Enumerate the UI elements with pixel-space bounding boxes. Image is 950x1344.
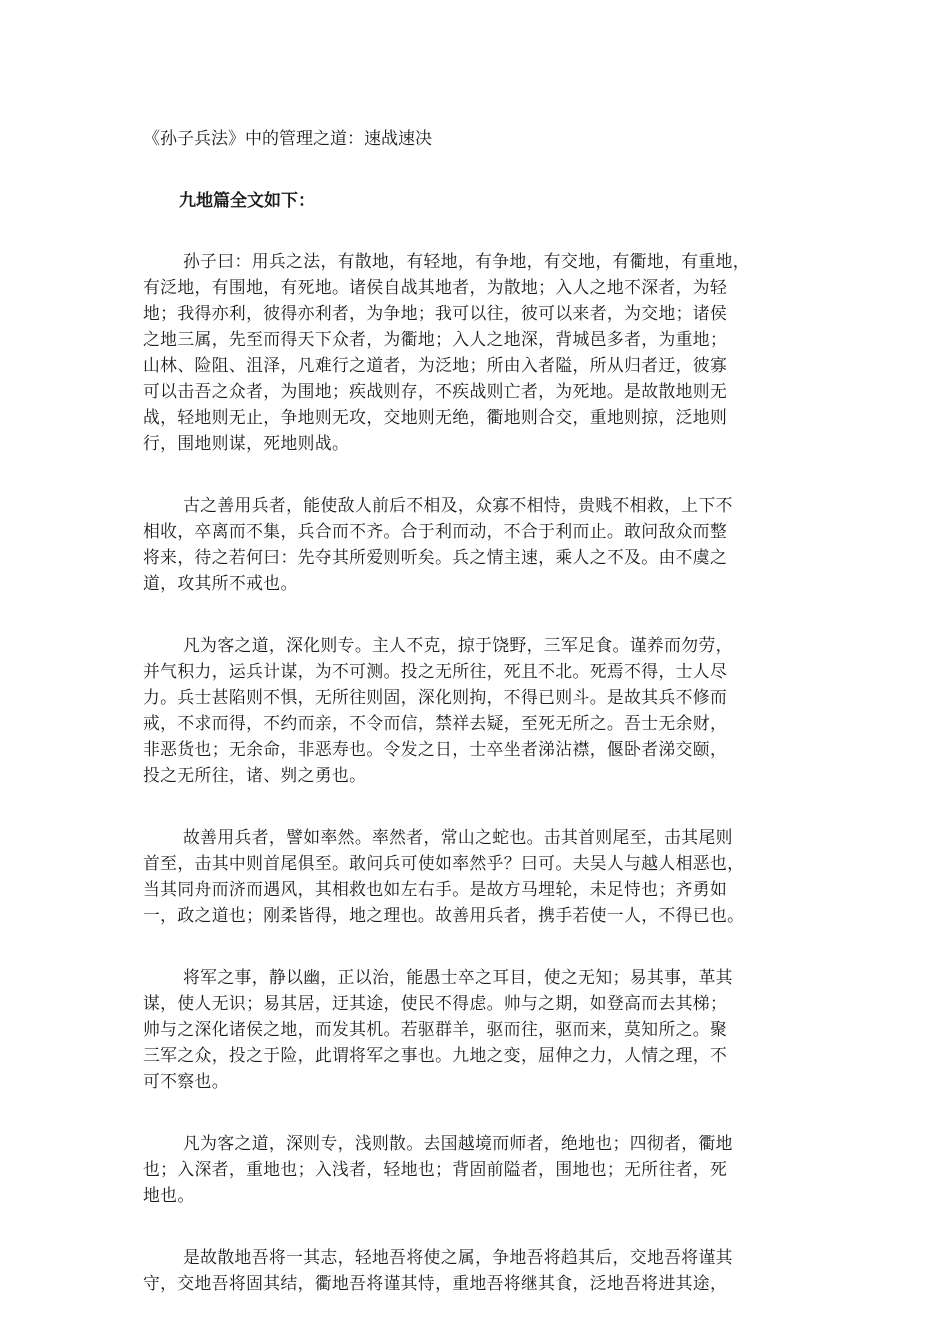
- paragraph: [143, 492, 803, 596]
- document-title: 《孙子兵法》中的管理之道：速战速决: [143, 129, 432, 149]
- paragraph-line: 战，轻地则无止，争地则无攻，交地则无绝，衢地则合交，重地则掠，泛地则: [143, 407, 728, 427]
- paragraph-line: 相收，卒离而不集，兵合而不齐。合于利而动，不合于利而止。敢问敌众而整: [143, 521, 728, 541]
- paragraph-line: 力。兵士甚陷则不惧，无所往则固，深化则拘，不得已则斗。是故其兵不修而: [143, 687, 728, 707]
- paragraph-line: 有泛地，有围地，有死地。诸侯自战其地者，为散地；入人之地不深者，为轻: [143, 277, 728, 297]
- paragraph-line: 将来，待之若何曰：先夺其所爱则听矣。兵之情主速，乘人之不及。由不虞之: [143, 547, 728, 567]
- paragraph: [143, 824, 803, 928]
- paragraph-line: 凡为客之道，深化则专。主人不克，掠于饶野，三军足食。谨养而勿劳，: [183, 635, 733, 655]
- paragraph-line: 之地三属，先至而得天下众者，为衢地；入人之地深，背城邑多者，为重地；: [143, 329, 728, 349]
- paragraph: [143, 964, 803, 1094]
- paragraph-line: 守，交地吾将固其结，衢地吾将谨其恃，重地吾将继其食，泛地吾将进其途，: [143, 1273, 728, 1293]
- paragraph-line: 道，攻其所不戒也。: [143, 573, 298, 593]
- paragraph-line: 投之无所往，诸、刿之勇也。: [143, 765, 367, 785]
- paragraph-line: 谋，使人无识；易其居，迂其途，使民不得虑。帅与之期，如登高而去其梯；: [143, 993, 728, 1013]
- paragraph-line: 古之善用兵者，能使敌人前后不相及，众寡不相恃，贵贱不相救，上下不: [183, 495, 733, 515]
- paragraph-line: 地；我得亦利，彼得亦利者，为争地；我可以往，彼可以来者，为交地；诸侯: [143, 303, 728, 323]
- paragraph-line: 行，围地则谋，死地则战。: [143, 433, 350, 453]
- paragraph: [143, 1244, 803, 1296]
- paragraph: [143, 632, 803, 788]
- paragraph-line: 凡为客之道，深则专，浅则散。去国越境而师者，绝地也；四彻者，衢地: [183, 1133, 733, 1153]
- paragraph-line: 也；入深者，重地也；入浅者，轻地也；背固前隘者，围地也；无所往者，死: [143, 1159, 728, 1179]
- paragraph-line: 故善用兵者，譬如率然。率然者，常山之蛇也。击其首则尾至，击其尾则: [183, 827, 733, 847]
- paragraph-line: 可不察也。: [143, 1071, 229, 1091]
- paragraph-line: 一，政之道也；刚柔皆得，地之理也。故善用兵者，携手若使一人，不得已也。: [143, 905, 745, 925]
- paragraph-line: 将军之事，静以幽，正以治，能愚士卒之耳目，使之无知；易其事，革其: [183, 967, 733, 987]
- paragraph-line: 并气积力，运兵计谋，为不可测。投之无所往，死且不北。死焉不得，士人尽: [143, 661, 728, 681]
- paragraph-line: 三军之众，投之于险，此谓将军之事也。九地之变，屈伸之力，人情之理，不: [143, 1045, 728, 1065]
- paragraph-line: 戒，不求而得，不约而亲，不令而信，禁祥去疑，至死无所之。吾士无余财，: [143, 713, 728, 733]
- paragraph-line: 山林、险阻、沮泽，凡难行之道者，为泛地；所由入者隘，所从归者迂，彼寡: [143, 355, 728, 375]
- paragraph-line: 是故散地吾将一其志，轻地吾将使之属，争地吾将趋其后，交地吾将谨其: [183, 1247, 733, 1267]
- paragraph: [143, 1130, 803, 1208]
- paragraph: [143, 248, 803, 456]
- paragraph-line: 帅与之深化诸侯之地，而发其机。若驱群羊，驱而往，驱而来，莫知所之。聚: [143, 1019, 728, 1039]
- section-heading: 九地篇全文如下：: [179, 191, 315, 211]
- paragraph-line: 地也。: [143, 1185, 195, 1205]
- paragraph-line: 非恶货也；无余命，非恶寿也。令发之日，士卒坐者涕沾襟，偃卧者涕交颐，: [143, 739, 728, 759]
- paragraph-line: 当其同舟而济而遇风，其相救也如左右手。是故方马埋轮，未足恃也；齐勇如: [143, 879, 728, 899]
- paragraph-line: 首至，击其中则首尾俱至。敢问兵可使如率然乎？曰可。夫吴人与越人相恶也，: [143, 853, 745, 873]
- paragraph-line: 可以击吾之众者，为围地；疾战则存，不疾战则亡者，为死地。是故散地则无: [143, 381, 728, 401]
- paragraph-line: 孙子曰：用兵之法，有散地，有轻地，有争地，有交地，有衢地，有重地，: [183, 251, 750, 271]
- document-body: [143, 248, 803, 1332]
